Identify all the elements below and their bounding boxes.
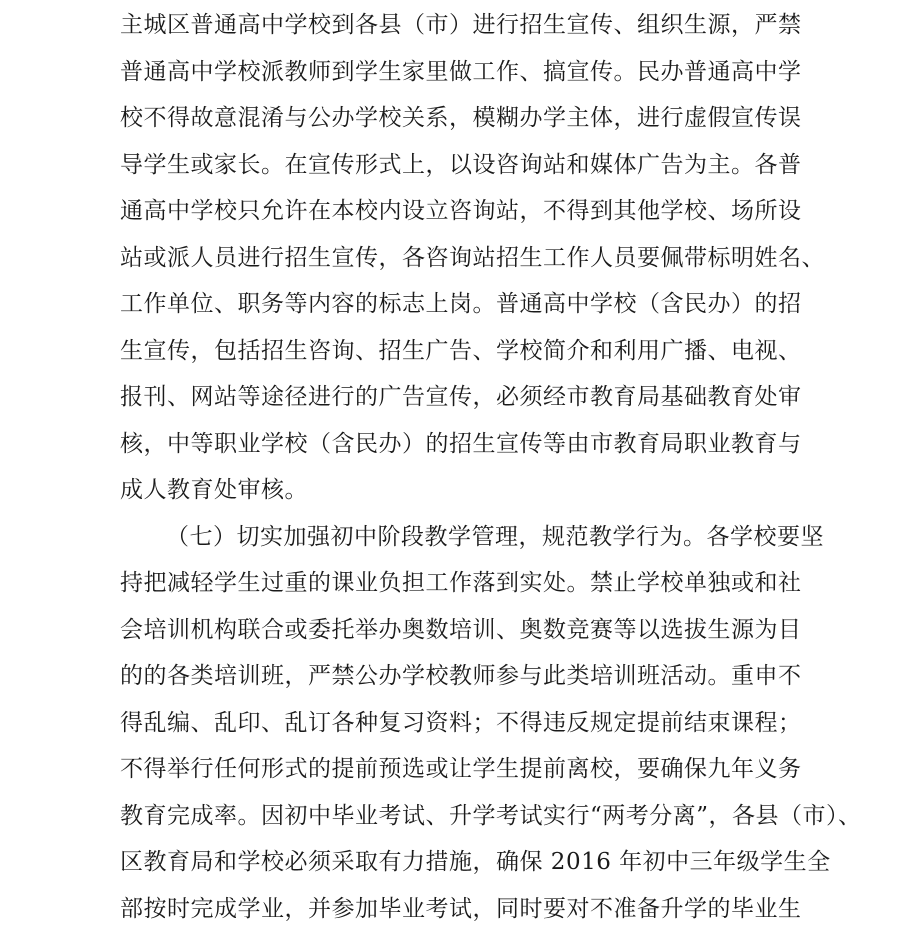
text-line: 导学生或家长。在宣传形式上，以设咨询站和媒体广告为主。各普 bbox=[120, 151, 802, 178]
text-line: 工作单位、职务等内容的标志上岗。普通高中学校（含民办）的招 bbox=[120, 291, 802, 317]
text-line: 报刊、网站等途径进行的广告宣传，必须经市教育局基础教育处审 bbox=[120, 384, 802, 410]
text-line: 站或派人员进行招生宣传，各咨询站招生工作人员要佩带标明姓名、 bbox=[120, 244, 825, 271]
text-line: 的的各类培训班，严禁公办学校教师参与此类培训班活动。重申不 bbox=[120, 663, 802, 689]
text-line: 核，中等职业学校（含民办）的招生宣传等由市教育局职业教育与 bbox=[120, 430, 802, 457]
text-line: 得乱编、乱印、乱订各种复习资料；不得违反规定提前结束课程； bbox=[120, 709, 802, 736]
text-line: 会培训机构联合或委托举办奥数培训、奥数竞赛等以选拔生源为目 bbox=[120, 616, 802, 643]
text-line: 教育完成率。因初中毕业考试、升学考试实行“两考分离”，各县（市）、 bbox=[120, 802, 862, 829]
text-line: 通高中学校只允许在本校内设立咨询站，不得到其他学校、场所设 bbox=[120, 198, 802, 224]
paragraph-end-line: 成人教育处审核。 bbox=[120, 477, 308, 503]
text-line: 不得举行任何形式的提前预选或让学生提前离校，要确保九年义务 bbox=[120, 756, 802, 782]
text-line: 主城区普通高中学校到各县（市）进行招生宣传、组织生源，严禁 bbox=[120, 12, 802, 38]
document-body bbox=[120, 0, 862, 932]
text-line: 校不得故意混淆与公办学校关系，模糊办学主体，进行虚假宣传误 bbox=[120, 105, 802, 131]
paragraph-start-line: （七）切实加强初中阶段教学管理，规范教学行为。各学校要坚 bbox=[166, 523, 824, 550]
text-line: 普通高中学校派教师到学生家里做工作、搞宣传。民办普通高中学 bbox=[120, 58, 802, 85]
text-line: 部按时完成学业，并参加毕业考试，同时要对不准备升学的毕业生 bbox=[120, 895, 802, 922]
text-line: 持把减轻学生过重的课业负担工作落到实处。禁止学校单独或和社 bbox=[120, 570, 802, 596]
text-line: 生宣传，包括招生咨询、招生广告、学校简介和利用广播、电视、 bbox=[120, 337, 802, 364]
text-line: 区教育局和学校必须采取有力措施，确保 2016 年初中三年级学生全 bbox=[120, 849, 831, 875]
